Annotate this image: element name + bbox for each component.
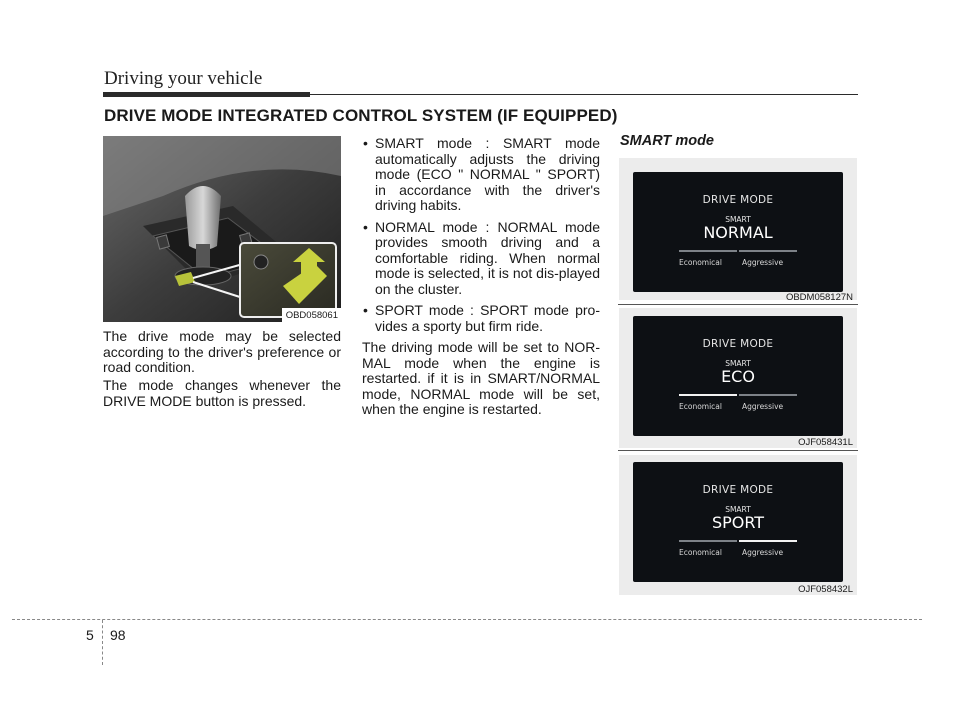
screen-smart-label: SMART xyxy=(725,215,751,224)
screen-caption: OJF058432L xyxy=(798,584,853,595)
screen-mode-label: SPORT xyxy=(711,513,765,532)
aggressive-label: Aggressive xyxy=(742,548,784,557)
list-item xyxy=(362,136,600,214)
page-number: 98 xyxy=(110,627,126,643)
aggressive-bar xyxy=(739,250,797,252)
bullet-dot: • xyxy=(363,302,368,318)
aggressive-bar xyxy=(739,540,797,542)
panel-rule xyxy=(618,450,858,451)
screen-title: DRIVE MODE xyxy=(702,484,774,496)
screen-mode-label: NORMAL xyxy=(703,223,773,242)
smart-mode-description: SMART mode : SMART mode automatically adjusts the driving mode (ECO " NORMAL " SPORT) in accordance with the driver's driving habits. xyxy=(375,135,600,213)
chapter-title: Driving your vehicle xyxy=(104,68,263,89)
bullet-dot: • xyxy=(363,135,368,151)
screen-mode-label: ECO xyxy=(721,367,755,386)
cluster-panel-normal xyxy=(619,158,857,303)
economical-bar xyxy=(679,250,737,252)
restart-paragraph: The driving mode will be set to NOR-MAL mode when the engine is restarted. if it is in SMART/NORMAL mode, NORMAL mode will be set, when the engine is restarted. xyxy=(362,339,600,417)
list-item xyxy=(362,220,600,298)
cluster-screen xyxy=(633,462,843,582)
section-number: 5 xyxy=(86,627,94,643)
aggressive-label: Aggressive xyxy=(742,258,784,267)
section-title: DRIVE MODE INTEGRATED CONTROL SYSTEM (IF EQUIPPED) xyxy=(104,106,618,125)
aggressive-label: Aggressive xyxy=(742,402,784,411)
footer-divider xyxy=(102,620,103,665)
mode-descriptions xyxy=(362,136,600,418)
list-item xyxy=(362,303,600,334)
economical-label: Economical xyxy=(679,402,722,411)
footer-rule xyxy=(12,619,922,620)
intro-paragraph: The drive mode may be selected according to the driver's preference or road condition. xyxy=(103,328,341,375)
screen-smart-label: SMART xyxy=(725,359,751,368)
economical-bar xyxy=(679,540,737,542)
cluster-panel-eco xyxy=(619,308,857,448)
sport-mode-description: SPORT mode : SPORT mode pro-vides a sporty but firm ride. xyxy=(375,302,600,334)
photo-caption: OBD058061 xyxy=(282,308,341,322)
panel-rule xyxy=(618,304,858,305)
screen-title: DRIVE MODE xyxy=(702,338,774,350)
screen-smart-label: SMART xyxy=(725,505,751,514)
economical-label: Economical xyxy=(679,548,722,557)
bullet-dot: • xyxy=(363,218,368,235)
drive-mode-button-paragraph: The mode changes whenever the DRIVE MODE button is pressed. xyxy=(103,377,341,409)
smart-mode-heading: SMART mode xyxy=(620,133,714,149)
screen-caption: OJF058431L xyxy=(798,437,853,448)
screen-caption: OBDM058127N xyxy=(785,292,853,303)
economical-label: Economical xyxy=(679,258,722,267)
gear-shifter-illustration xyxy=(103,136,341,322)
gear-shifter-photo xyxy=(103,136,341,322)
cluster-screen xyxy=(633,172,843,292)
aggressive-bar xyxy=(739,394,797,396)
normal-mode-description: NORMAL mode : NORMAL mode provides smooth driving and a comfortable riding. When normal mode is selected, it is not dis-played on the cluster. xyxy=(375,218,600,297)
cluster-panel-sport xyxy=(619,455,857,595)
economical-bar xyxy=(679,394,737,396)
header-bar xyxy=(103,92,310,97)
screen-title: DRIVE MODE xyxy=(702,194,774,206)
cluster-screen xyxy=(633,316,843,436)
header-rule xyxy=(310,94,858,95)
